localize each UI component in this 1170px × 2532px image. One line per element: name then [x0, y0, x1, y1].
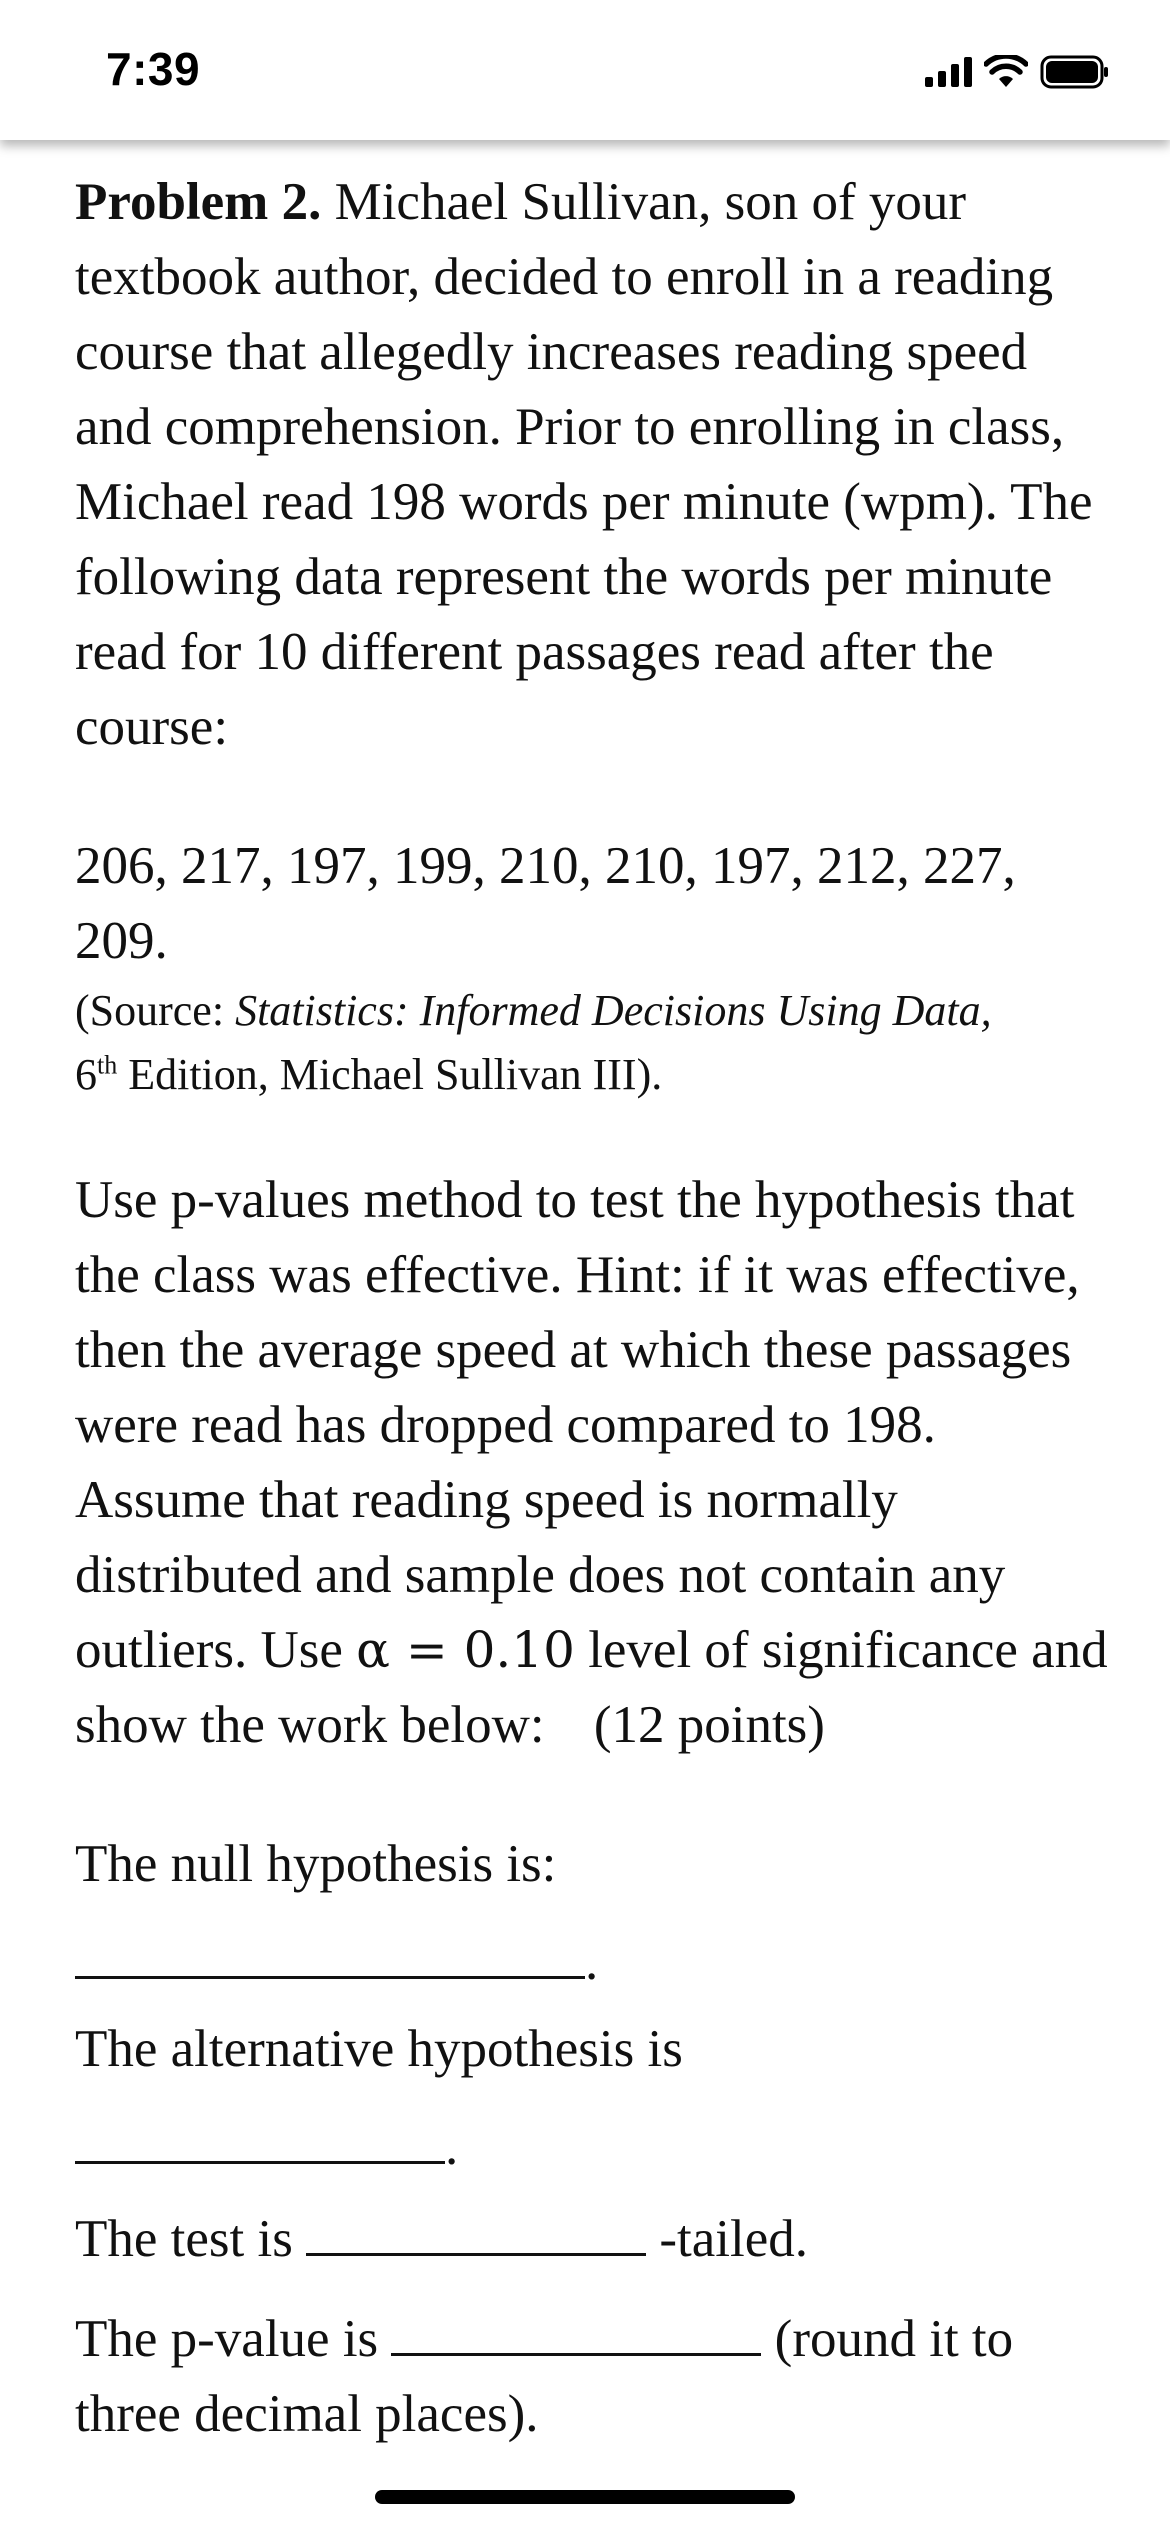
- battery-icon: [1040, 55, 1110, 89]
- pvalue-line: [75, 2297, 1115, 2452]
- source-suffix: Edition, Michael Sullivan III).: [117, 1050, 663, 1099]
- problem-content: [75, 165, 1115, 2452]
- null-hypothesis-label: The null hypothesis is:: [75, 1835, 557, 1893]
- points-label: (12 points): [593, 1696, 825, 1754]
- null-hypothesis-line: [75, 1920, 1115, 1991]
- question-part1: Use p-values method to test the hypothesis that the class was effective. Hint: if it was effective, then the average speed at which these passages were read has dropped compared to 198. Assume that reading speed is normally distributed and sample does not contain any outliers. Use: [75, 1171, 1080, 1679]
- alpha-expression: α = 0.10: [356, 1621, 575, 1679]
- question-text: [75, 1163, 1115, 1763]
- status-time: 7:39: [106, 43, 201, 95]
- wifi-icon: [984, 55, 1028, 89]
- problem-label: Problem 2.: [75, 173, 322, 231]
- pvalue-suffix: (round it to three decimal places).: [75, 2310, 1014, 2443]
- data-values: 206, 217, 197, 199, 210, 210, 197, 212, 227, 209.: [75, 837, 1016, 970]
- test-tail-blank[interactable]: [306, 2197, 646, 2256]
- cellular-signal-icon: [925, 57, 972, 87]
- test-tail-line: [75, 2197, 1115, 2277]
- null-hypothesis-period: .: [585, 1933, 599, 1991]
- problem-intro: [75, 165, 1115, 765]
- alt-hypothesis-label: The alternative hypothesis is: [75, 2020, 683, 2078]
- null-hypothesis-blank[interactable]: [75, 1920, 585, 1979]
- status-icons: [925, 52, 1110, 92]
- question-part2: level of significance and show the work below:: [75, 1621, 1108, 1754]
- test-prefix: The test is: [75, 2210, 307, 2268]
- status-bar: [0, 0, 1170, 140]
- pvalue-blank[interactable]: [391, 2297, 761, 2356]
- home-indicator[interactable]: [375, 2490, 795, 2504]
- source-edition-number: 6: [75, 1050, 97, 1099]
- alt-hypothesis-blank[interactable]: [75, 2105, 445, 2164]
- source-title: Statistics: Informed Decisions Using Data,: [235, 986, 992, 1035]
- test-suffix: -tailed.: [646, 2210, 808, 2268]
- source-edition-superscript: th: [97, 1050, 118, 1080]
- source-prefix: (Source:: [75, 986, 236, 1035]
- source-citation: [75, 979, 1115, 1107]
- alt-hypothesis-line: [75, 2105, 1115, 2176]
- problem-intro-text: Michael Sullivan, son of your textbook author, decided to enroll in a reading course that allegedly increases reading speed and comprehension. Prior to enrolling in class, Michael read 198 words per minute (wpm). The following data represent the words per minute read for 10 different passages read after the course:: [75, 173, 1093, 756]
- pvalue-prefix: The p-value is: [75, 2310, 392, 2368]
- alt-hypothesis-period: .: [445, 2118, 459, 2176]
